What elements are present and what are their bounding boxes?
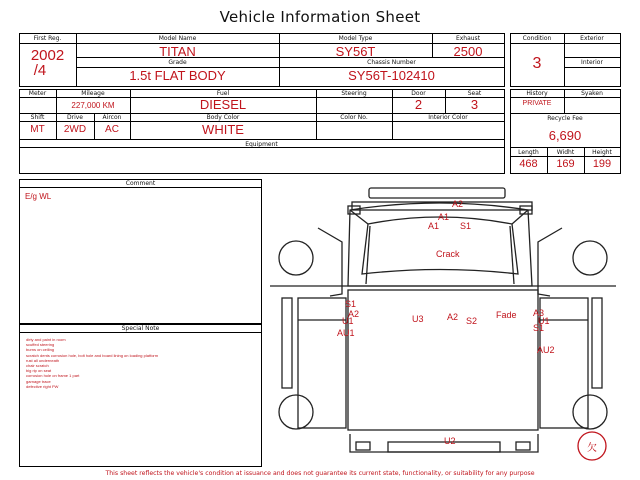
chassis-number-value: SY56T-102410 bbox=[348, 68, 435, 83]
condition-label: Condition bbox=[522, 35, 552, 42]
exterior-label: Exterior bbox=[580, 35, 604, 42]
comment-label: Comment bbox=[125, 180, 156, 187]
damage-mark-a2-top: A2 bbox=[452, 199, 464, 209]
comment-box bbox=[19, 179, 262, 324]
special-note-line: big rip on seat bbox=[26, 368, 52, 374]
mileage-label: Mileage bbox=[81, 90, 105, 97]
interior-color-label: Interior Color bbox=[428, 114, 468, 121]
damage-mark-a2-left: A2 bbox=[348, 309, 360, 319]
damage-mark-u1-left: U1 bbox=[342, 316, 354, 326]
damage-mark-s1-left: S1 bbox=[345, 299, 357, 309]
aircon-value: AC bbox=[105, 124, 119, 135]
damage-mark-u3: U3 bbox=[412, 314, 424, 324]
shift-label: Shift bbox=[30, 114, 45, 121]
exhaust-value: 2500 bbox=[453, 44, 483, 59]
model-name-label: Model Name bbox=[158, 35, 197, 42]
special-note-line: garnage trace bbox=[26, 378, 51, 384]
damage-mark-a3-right: A3 bbox=[533, 308, 545, 318]
length-value: 468 bbox=[519, 158, 538, 170]
door-label: Door bbox=[411, 90, 426, 97]
seat-value: 3 bbox=[470, 97, 479, 112]
comment-text: E/g WL bbox=[25, 192, 52, 201]
special-note-line: defective right PW bbox=[26, 383, 59, 389]
height-value: 199 bbox=[592, 158, 612, 170]
grade-label: Grade bbox=[168, 59, 187, 66]
length-label: Length bbox=[518, 149, 539, 156]
grade-value: 1.5t FLAT BODY bbox=[129, 68, 226, 83]
special-note-list bbox=[26, 337, 258, 389]
drive-label: Drive bbox=[67, 114, 83, 121]
disclaimer-footer: This sheet reflects the vehicle's condition at issuance and does not guarantee its current state, functionality, or suitability for any purpose bbox=[105, 470, 535, 477]
special-note-label: Special Note bbox=[121, 325, 160, 332]
body-color-label: Body Color bbox=[206, 114, 240, 121]
width-value: 169 bbox=[556, 158, 575, 170]
fuel-label: Fuel bbox=[216, 90, 230, 97]
mileage-value: 227,000 KM bbox=[71, 101, 115, 110]
damage-mark-u1-right: U1 bbox=[538, 316, 550, 326]
aircon-label: Aircon bbox=[102, 114, 122, 121]
recycle-fee-value: 6,690 bbox=[548, 128, 582, 143]
recycle-fee-label: Recycle Fee bbox=[547, 115, 583, 122]
damage-mark-au2-right: AU2 bbox=[537, 345, 555, 355]
damage-mark-s1-right: S1 bbox=[533, 323, 545, 333]
truck-damage-diagram bbox=[270, 180, 620, 470]
damage-mark-crack: Crack bbox=[436, 249, 460, 259]
height-label: Height bbox=[592, 149, 612, 156]
special-note-line: scratch dents corrosion hole, bolt hole and board lining on loading platform bbox=[26, 352, 159, 358]
special-note-line: rust all underneath bbox=[26, 357, 60, 363]
equipment-label: Equipment bbox=[245, 141, 278, 148]
door-value: 2 bbox=[414, 97, 423, 112]
steering-label: Steering bbox=[341, 90, 367, 97]
damage-mark-a1-left: A1 bbox=[428, 221, 440, 231]
syaken-label: Syaken bbox=[581, 90, 603, 97]
fuel-value: DIESEL bbox=[199, 97, 247, 112]
chassis-number-label: Chassis Number bbox=[367, 59, 416, 66]
damage-mark-u2-bottom: U2 bbox=[444, 436, 456, 446]
special-note-line: corrosion hole on frame 1 part bbox=[26, 373, 80, 379]
history-value: PRIVATE bbox=[522, 100, 552, 107]
meter-label: Meter bbox=[28, 90, 47, 97]
special-note-line: scuffed steering bbox=[26, 342, 55, 348]
first-reg-label: First Reg. bbox=[33, 35, 62, 42]
body-color-value: WHITE bbox=[202, 122, 244, 137]
model-name-value: TITAN bbox=[159, 44, 196, 59]
color-no-label: Color No. bbox=[340, 114, 368, 121]
missing-part-stamp: 欠 bbox=[587, 443, 597, 454]
damage-mark-a1-top: A1 bbox=[438, 212, 450, 222]
damage-mark-a2-mid: A2 bbox=[447, 312, 459, 322]
special-note-line: burns on ceiling bbox=[26, 347, 55, 353]
damage-mark-s2: S2 bbox=[466, 316, 478, 326]
seat-label: Seat bbox=[467, 90, 482, 97]
model-type-label: Model Type bbox=[338, 35, 373, 42]
exhaust-label: Exhaust bbox=[455, 35, 481, 42]
drive-value: 2WD bbox=[63, 124, 87, 135]
special-note-line: chair scratch bbox=[26, 363, 49, 369]
history-label: History bbox=[526, 90, 548, 97]
model-type-value: SY56T bbox=[335, 44, 376, 59]
interior-label: Interior bbox=[581, 59, 603, 66]
first-reg-year: 2002 bbox=[30, 47, 65, 64]
damage-mark-fade: Fade bbox=[496, 310, 517, 320]
special-note-line: dirty and paint in room bbox=[26, 337, 66, 342]
page-title: Vehicle Information Sheet bbox=[219, 8, 421, 26]
damage-mark-s1-top: S1 bbox=[460, 221, 472, 231]
damage-mark-au1-left: AU1 bbox=[337, 328, 355, 338]
condition-value: 3 bbox=[532, 55, 542, 72]
shift-value: MT bbox=[30, 124, 45, 135]
width-label: Widht bbox=[556, 149, 575, 156]
first-reg-month: /4 bbox=[33, 62, 47, 79]
